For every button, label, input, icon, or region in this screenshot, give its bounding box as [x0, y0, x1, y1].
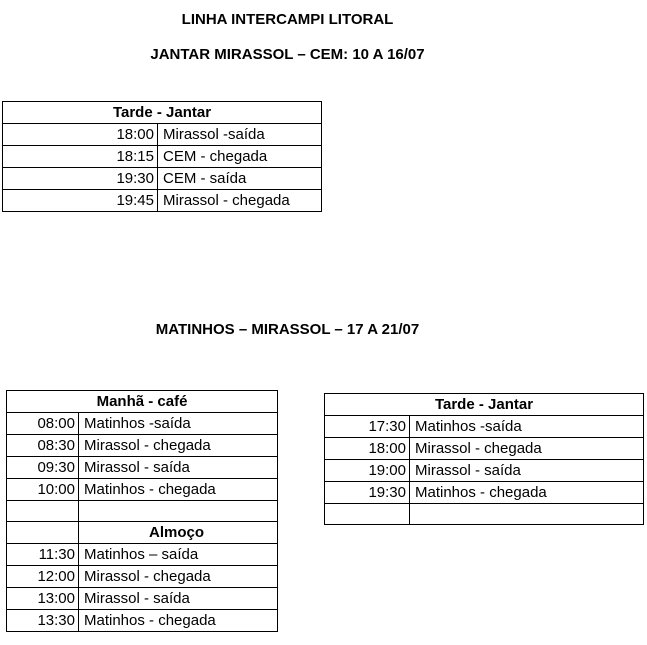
table-row: [7, 435, 278, 457]
time-cell: 08:00: [7, 413, 79, 435]
description-cell: Mirassol - saída: [79, 457, 278, 479]
schedule-table-tarde-jantar: [324, 393, 644, 525]
time-cell: 09:30: [7, 457, 79, 479]
table-row: [7, 588, 278, 610]
description-cell: Mirassol - saída: [79, 588, 278, 610]
table-header-row: [7, 391, 278, 413]
table-row: [3, 168, 322, 190]
time-cell: 18:00: [3, 124, 158, 146]
time-cell: 13:30: [7, 610, 79, 632]
description-cell: Mirassol -saída: [158, 124, 322, 146]
time-cell: 19:30: [325, 482, 410, 504]
time-cell: 18:15: [3, 146, 158, 168]
table-row: [3, 124, 322, 146]
description-cell: Matinhos – saída: [79, 544, 278, 566]
description-cell: Matinhos -saída: [410, 416, 644, 438]
time-cell: 19:30: [3, 168, 158, 190]
table-row: [7, 457, 278, 479]
document-title: LINHA INTERCAMPI LITORAL: [181, 11, 394, 28]
time-cell: 11:30: [7, 544, 79, 566]
schedule-table-jantar-cem: [2, 101, 322, 212]
table-row: [325, 438, 644, 460]
description-cell: Mirassol - chegada: [79, 566, 278, 588]
empty-cell: [7, 501, 79, 522]
time-cell: 17:30: [325, 416, 410, 438]
empty-cell: [79, 501, 278, 522]
time-cell: 10:00: [7, 479, 79, 501]
description-cell: Mirassol - chegada: [410, 438, 644, 460]
empty-row: [7, 501, 278, 522]
empty-cell: [325, 504, 410, 525]
table-row: [7, 566, 278, 588]
table-row: [7, 479, 278, 501]
table-row: [7, 610, 278, 632]
description-cell: Matinhos -saída: [79, 413, 278, 435]
empty-cell: [7, 522, 79, 544]
description-cell: Matinhos - chegada: [79, 479, 278, 501]
table-row: [325, 416, 644, 438]
time-cell: 18:00: [325, 438, 410, 460]
time-cell: 12:00: [7, 566, 79, 588]
schedule-table-manha-almoco: [6, 390, 278, 632]
empty-cell: [410, 504, 644, 525]
table-subheader-row: [7, 522, 278, 544]
time-cell: 08:30: [7, 435, 79, 457]
lunch-header: Almoço: [79, 522, 278, 544]
table-header-row: [325, 394, 644, 416]
table-row: [7, 413, 278, 435]
empty-row: [325, 504, 644, 525]
description-cell: CEM - saída: [158, 168, 322, 190]
table-header-row: [3, 102, 322, 124]
table-row: [3, 146, 322, 168]
table-header: Tarde - Jantar: [3, 102, 322, 124]
time-cell: 19:45: [3, 190, 158, 212]
description-cell: Mirassol - saída: [410, 460, 644, 482]
table-header: Tarde - Jantar: [325, 394, 644, 416]
description-cell: Matinhos - chegada: [410, 482, 644, 504]
time-cell: 19:00: [325, 460, 410, 482]
table-header: Manhã - café: [7, 391, 278, 413]
time-cell: 13:00: [7, 588, 79, 610]
table-row: [7, 544, 278, 566]
table-row: [325, 482, 644, 504]
description-cell: Mirassol - chegada: [79, 435, 278, 457]
table-row: [325, 460, 644, 482]
description-cell: Matinhos - chegada: [79, 610, 278, 632]
description-cell: Mirassol - chegada: [158, 190, 322, 212]
section2-heading: MATINHOS – MIRASSOL – 17 A 21/07: [155, 321, 420, 338]
table-row: [3, 190, 322, 212]
section1-heading: JANTAR MIRASSOL – CEM: 10 A 16/07: [150, 46, 425, 63]
description-cell: CEM - chegada: [158, 146, 322, 168]
